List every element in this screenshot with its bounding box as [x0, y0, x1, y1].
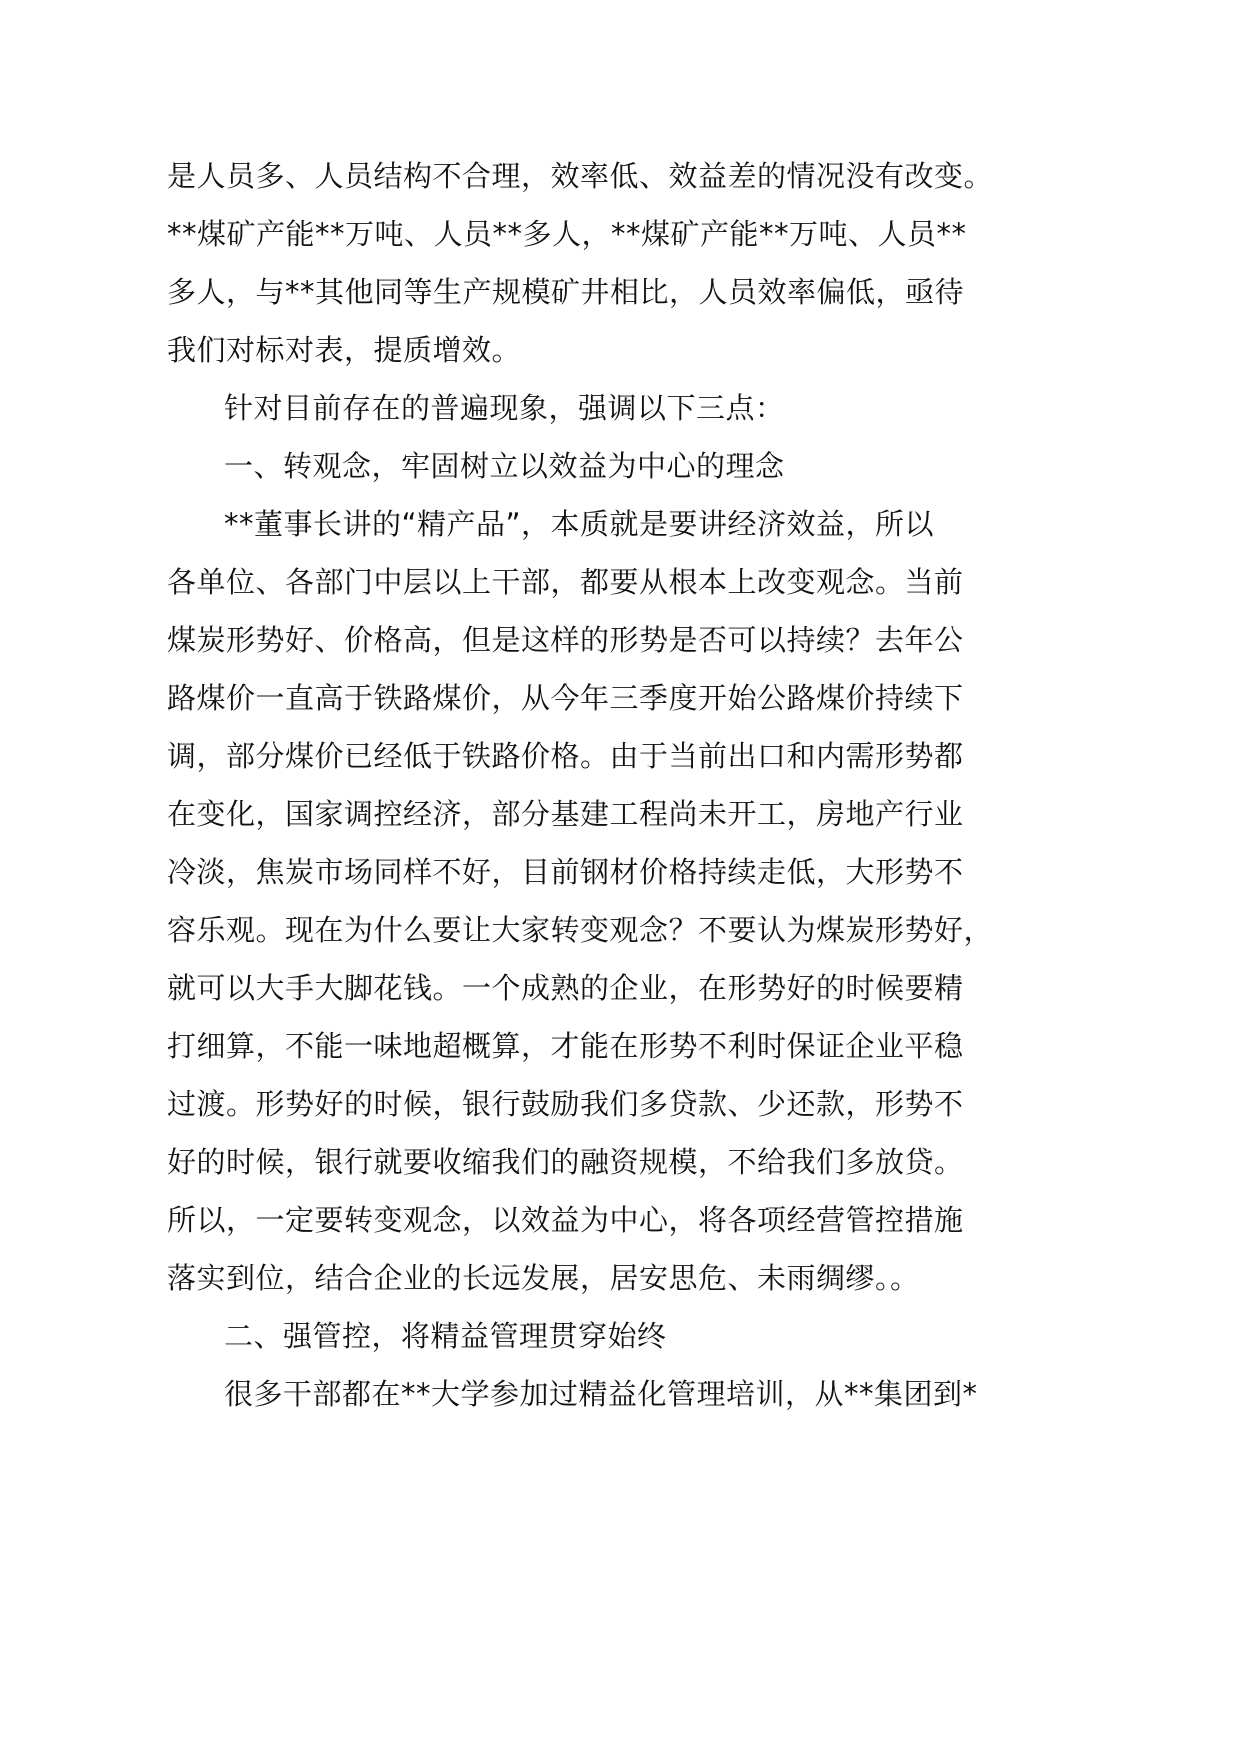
text-line-7: **董事长讲的“精产品”，本质就是要讲经济效益，所以 [224, 507, 935, 541]
text-line-10: 路煤价一直高于铁路煤价，从今年三季度开始公路煤价持续下 [167, 681, 964, 715]
text-line-16: 打细算，不能一味地超概算，才能在形势不利时保证企业平稳 [167, 1029, 964, 1063]
section-heading-2: 二、强管控，将精益管理贯穿始终 [224, 1319, 667, 1353]
text-line-13: 冷淡，焦炭市场同样不好，目前钢材价格持续走低，大形势不 [167, 855, 964, 889]
text-line-19: 所以，一定要转变观念，以效益为中心，将各项经营管控措施 [167, 1203, 964, 1237]
text-line-22: 很多干部都在**大学参加过精益化管理培训，从**集团到* [224, 1377, 978, 1411]
text-line-3: 多人，与**其他同等生产规模矿井相比，人员效率偏低，亟待 [167, 275, 965, 309]
text-line-15: 就可以大手大脚花钱。一个成熟的企业，在形势好的时候要精 [167, 971, 964, 1005]
text-line-2: **煤矿产能**万吨、人员**多人，**煤矿产能**万吨、人员** [167, 217, 967, 251]
text-line-12: 在变化，国家调控经济，部分基建工程尚未开工，房地产行业 [167, 797, 964, 831]
text-line-9: 煤炭形势好、价格高，但是这样的形势是否可以持续？去年公 [167, 623, 964, 657]
text-line-8: 各单位、各部门中层以上干部，都要从根本上改变观念。当前 [167, 565, 964, 599]
section-heading-1: 一、转观念，牢固树立以效益为中心的理念 [224, 449, 785, 483]
text-line-20: 落实到位，结合企业的长远发展，居安思危、未雨绸缪。。 [167, 1261, 920, 1295]
text-line-17: 过渡。形势好的时候，银行鼓励我们多贷款、少还款，形势不 [167, 1087, 964, 1121]
text-line-11: 调，部分煤价已经低于铁路价格。由于当前出口和内需形势都 [167, 739, 964, 773]
text-line-4: 我们对标对表，提质增效。 [167, 333, 522, 367]
text-line-5: 针对目前存在的普遍现象，强调以下三点： [224, 391, 785, 425]
text-line-18: 好的时候，银行就要收缩我们的融资规模，不给我们多放贷。 [167, 1145, 964, 1179]
text-line-1: 是人员多、人员结构不合理，效率低、效益差的情况没有改变。 [167, 159, 994, 193]
text-line-14: 容乐观。现在为什么要让大家转变观念？不要认为煤炭形势好， [167, 913, 994, 947]
